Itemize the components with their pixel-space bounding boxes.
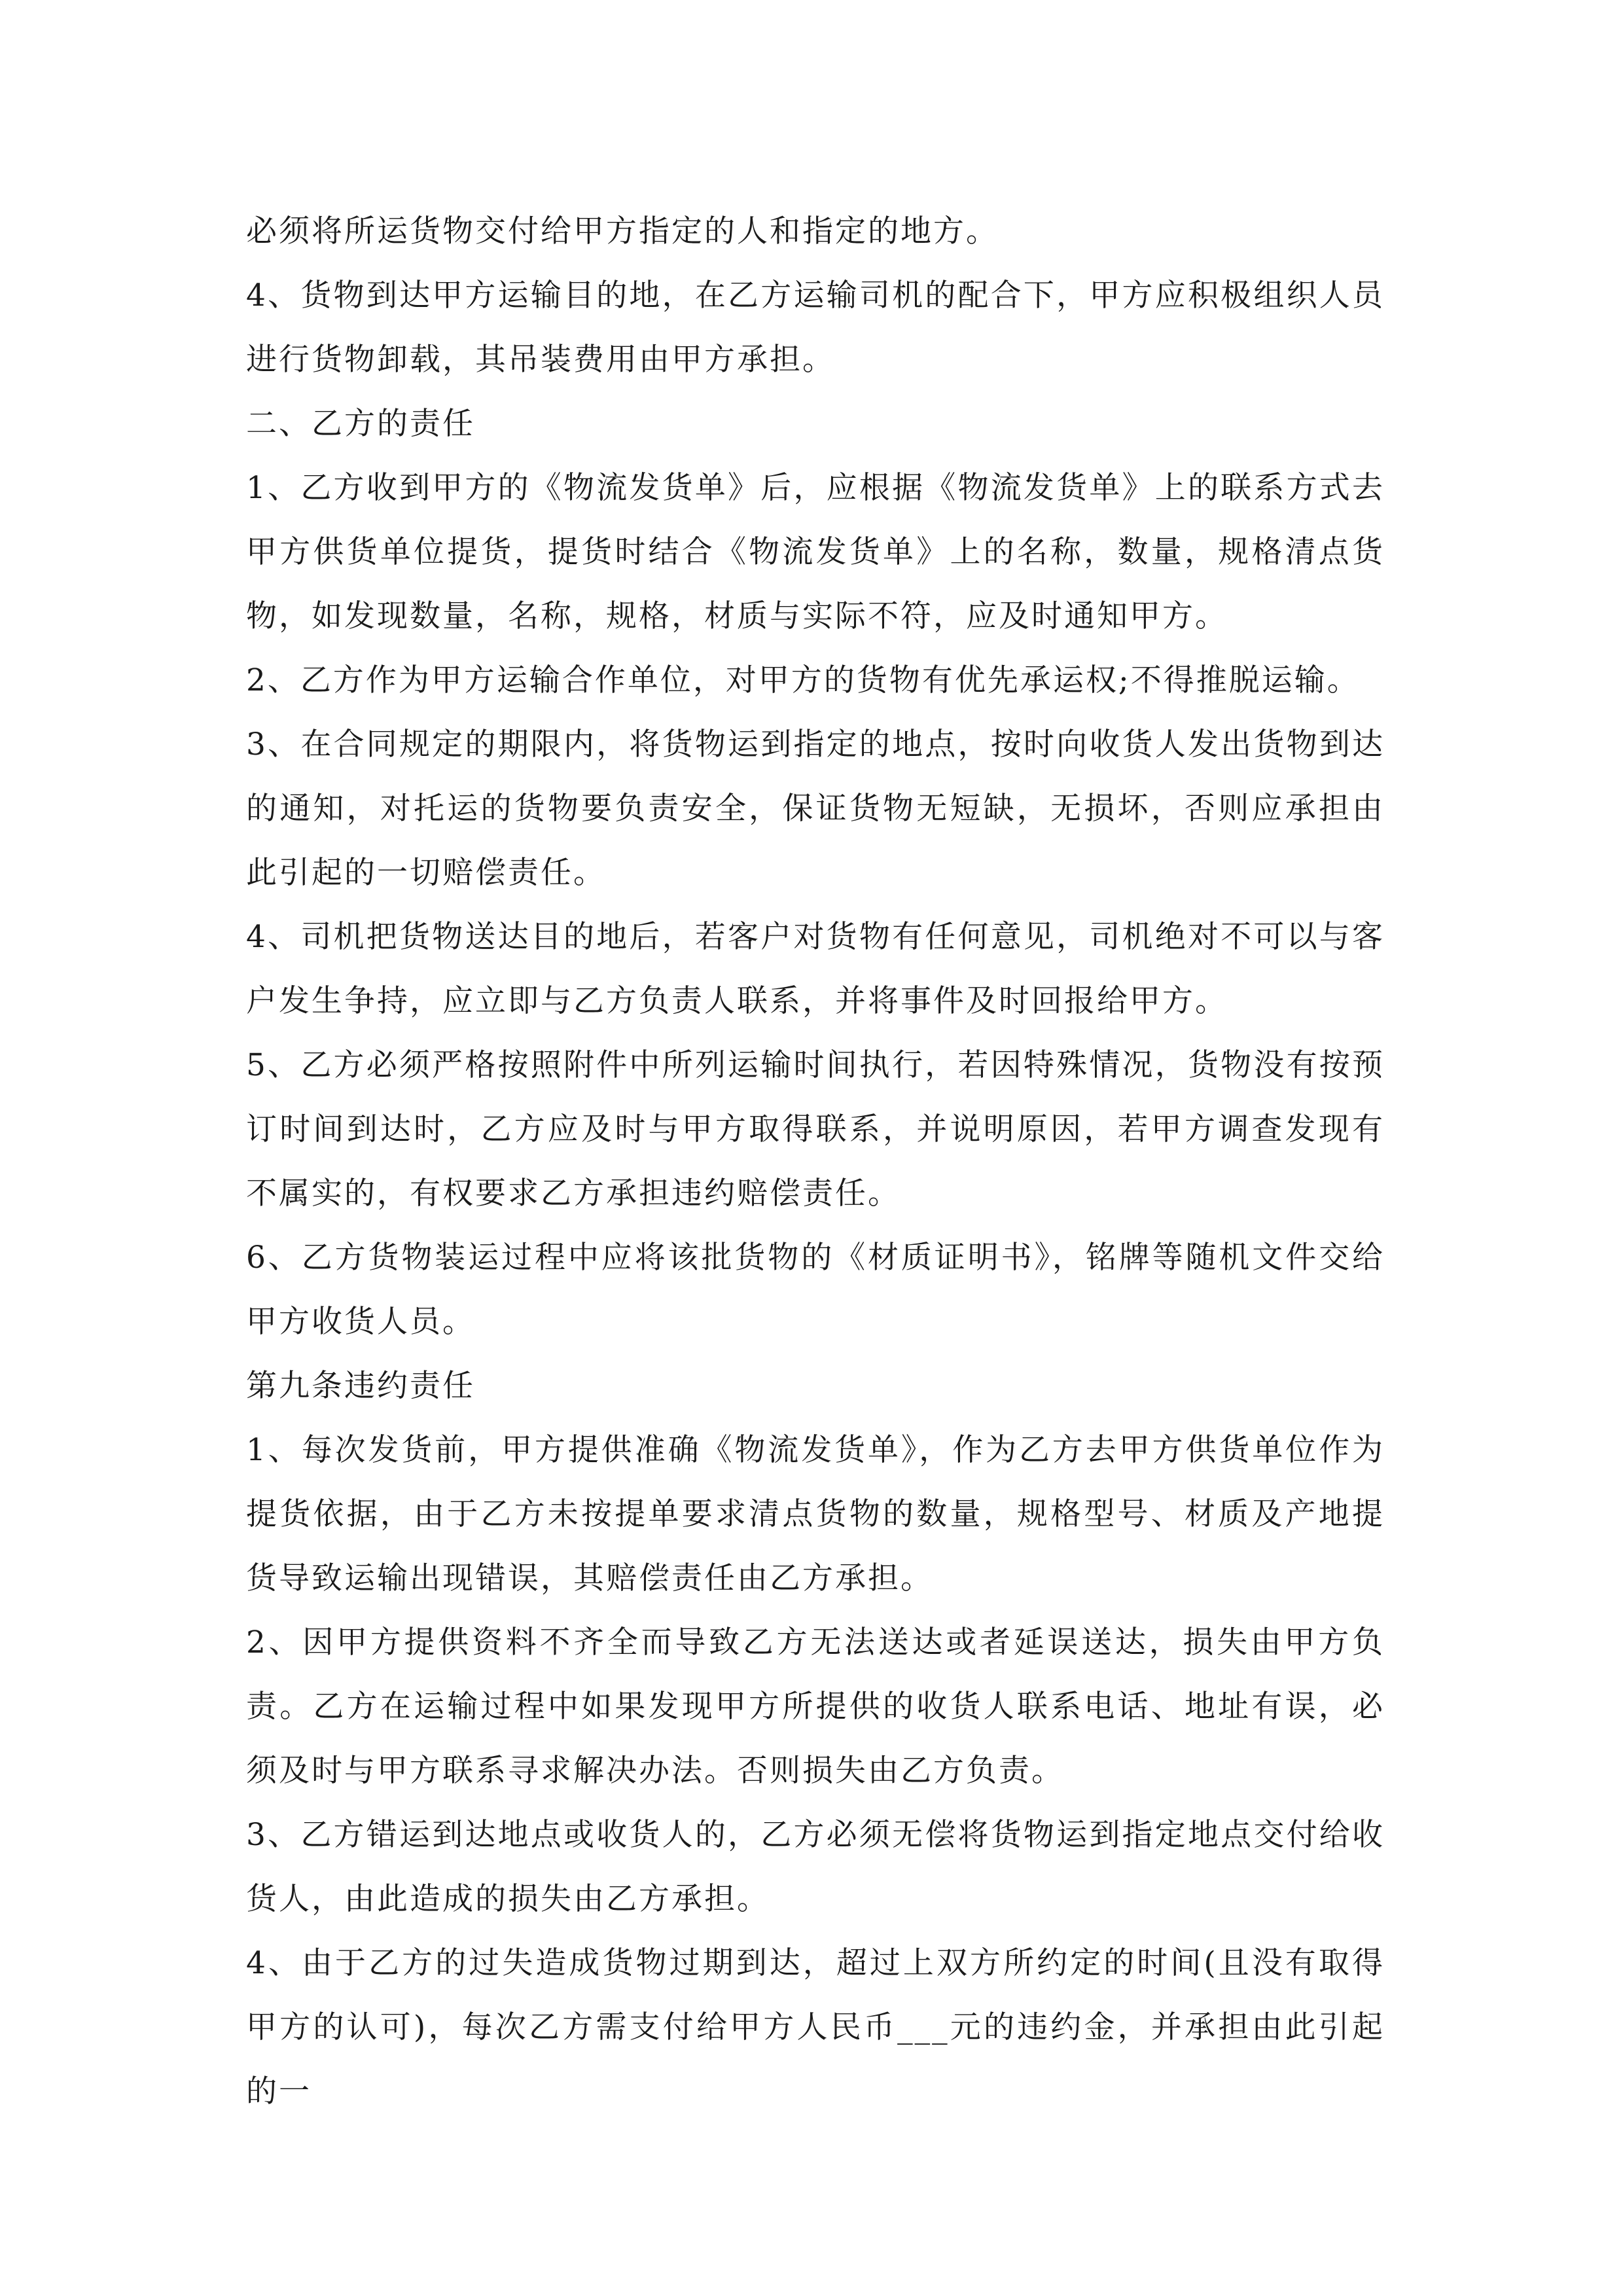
document-body xyxy=(246,200,1385,2124)
paragraph-b-item-5: 5、乙方必须严格按照附件中所列运输时间执行，若因特殊情况，货物没有按预订时间到达时，乙方应及时与甲方取得联系，并说明原因，若甲方调查发现有不属实的，有权要求乙方承担违约赔偿责任。 xyxy=(246,1047,1385,1211)
paragraph-breach-item-1: 1、每次发货前，甲方提供准确《物流发货单》，作为乙方去甲方供货单位作为提货依据，由于乙方未按提单要求清点货物的数量，规格型号、材质及产地提货导致运输出现错误，其赔偿责任由乙方承担。 xyxy=(246,1432,1385,1596)
paragraph-b-item-4: 4、司机把货物送达目的地后，若客户对货物有任何意见，司机绝对不可以与客户发生争持，应立即与乙方负责人联系，并将事件及时回报给甲方。 xyxy=(246,919,1385,1019)
paragraph-breach-item-4: 4、由于乙方的过失造成货物过期到达，超过上双方所约定的时间(且没有取得甲方的认可)，每次乙方需支付给甲方人民币___元的违约金，并承担由此引起的一 xyxy=(246,1945,1385,2109)
paragraph-breach-item-2: 2、因甲方提供资料不齐全而导致乙方无法送达或者延误送达，损失由甲方负责。乙方在运输过程中如果发现甲方所提供的收货人联系电话、地址有误，必须及时与甲方联系寻求解决办法。否则损失由乙方负责。 xyxy=(246,1624,1385,1789)
section-heading-article-9: 第九条违约责任 xyxy=(246,1368,475,1404)
paragraph-b-item-2: 2、乙方作为甲方运输合作单位，对甲方的货物有优先承运权;不得推脱运输。 xyxy=(246,662,1360,698)
paragraph-item-4-unloading: 4、货物到达甲方运输目的地，在乙方运输司机的配合下，甲方应积极组织人员进行货物卸载，其吊装费用由甲方承担。 xyxy=(246,278,1385,378)
paragraph-b-item-1: 1、乙方收到甲方的《物流发货单》后，应根据《物流发货单》上的联系方式去甲方供货单位提货，提货时结合《物流发货单》上的名称，数量，规格清点货物，如发现数量，名称，规格，材质与实际不符，应及时通知甲方。 xyxy=(246,470,1385,634)
paragraph-continuation: 必须将所运货物交付给甲方指定的人和指定的地方。 xyxy=(246,213,999,249)
paragraph-b-item-6: 6、乙方货物装运过程中应将该批货物的《材质证明书》，铭牌等随机文件交给甲方收货人员。 xyxy=(246,1240,1385,1340)
section-heading-party-b-duties: 二、乙方的责任 xyxy=(246,406,475,442)
paragraph-b-item-3: 3、在合同规定的期限内，将货物运到指定的地点，按时向收货人发出货物到达的通知，对托运的货物要负责安全，保证货物无短缺，无损坏，否则应承担由此引起的一切赔偿责任。 xyxy=(246,726,1385,891)
paragraph-breach-item-3: 3、乙方错运到达地点或收货人的，乙方必须无偿将货物运到指定地点交付给收货人，由此造成的损失由乙方承担。 xyxy=(246,1817,1385,1917)
